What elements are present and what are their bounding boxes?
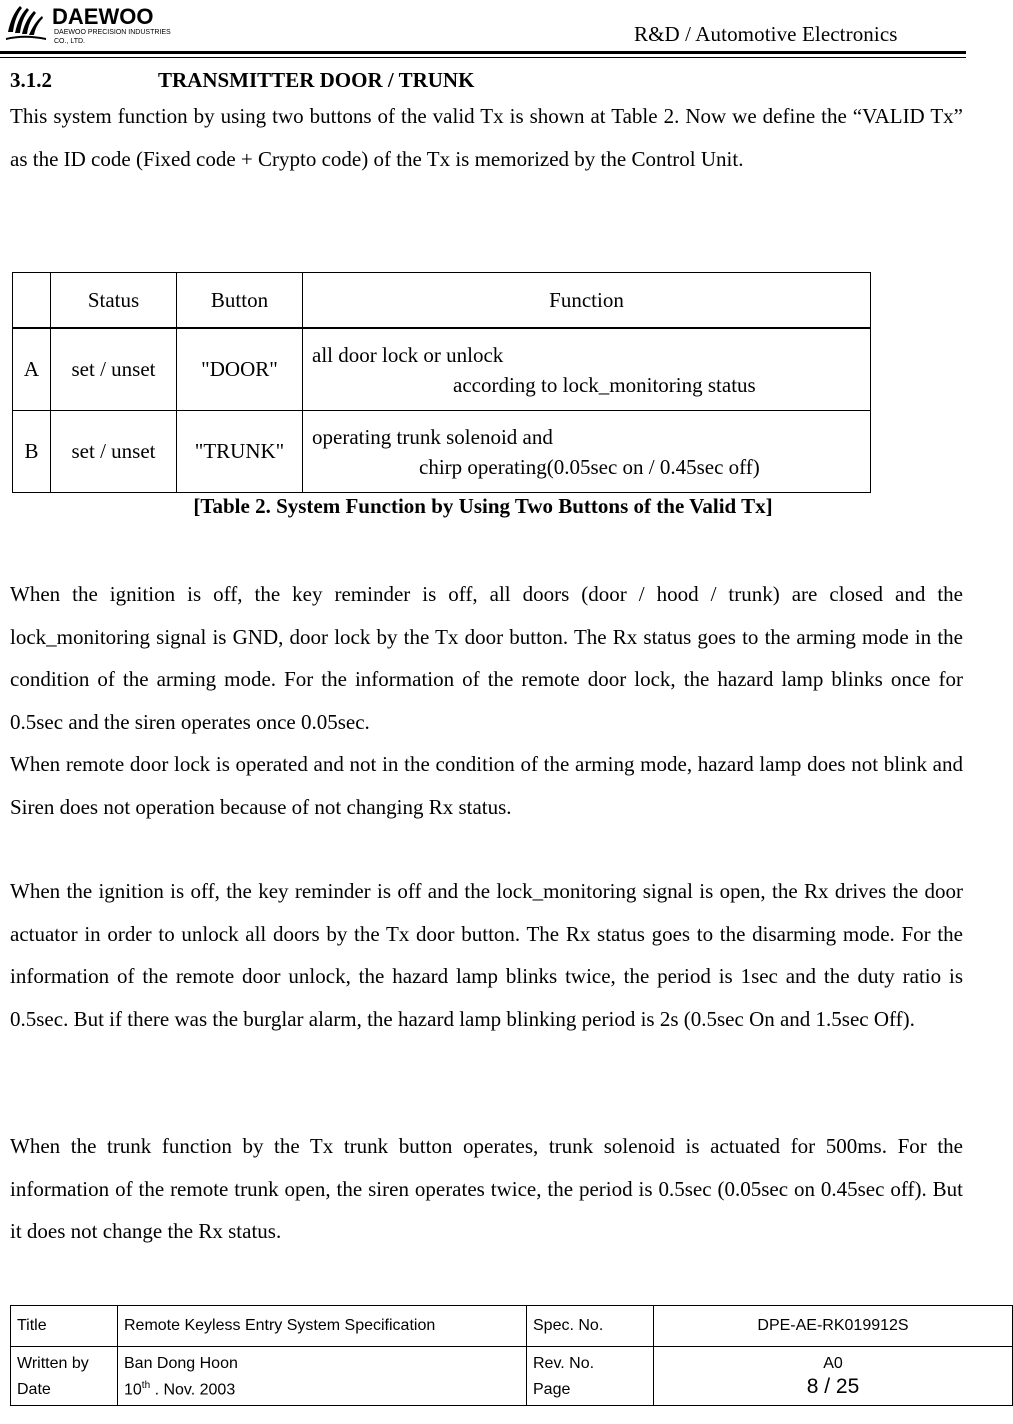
footer-written-label: Written by xyxy=(17,1355,89,1372)
footer-rev-page-value-cell xyxy=(654,1347,1013,1406)
table-header-row xyxy=(13,273,871,329)
footer-rev-value: A0 xyxy=(823,1355,843,1372)
footer-date-label: Date xyxy=(17,1381,51,1398)
function-line-2: according to lock_monitoring status xyxy=(453,372,756,397)
daewoo-logo xyxy=(4,2,184,48)
footer-values-cell xyxy=(118,1347,527,1406)
paragraph-lock-not-armed: When remote door lock is operated and not in the condition of the arming mode, hazard lamp does not blink and Siren does not operation because of not changing Rx status. xyxy=(10,752,963,819)
function-line-1: all door lock or unlock xyxy=(312,342,504,367)
row-button: "DOOR" xyxy=(177,328,303,411)
footer-date-value xyxy=(124,1380,526,1399)
footer-written-value: Ban Dong Hoon xyxy=(124,1355,238,1372)
date-day: 10 xyxy=(124,1381,142,1398)
logo-sub-text: DAEWOO PRECISION INDUSTRIES xyxy=(54,29,171,36)
row-id: A xyxy=(13,328,51,411)
header-rule-thick xyxy=(0,51,966,54)
date-suffix: th xyxy=(141,1379,151,1391)
row-id: B xyxy=(13,411,51,493)
logo-sub-text-2: CO., LTD. xyxy=(54,38,85,45)
footer-rev-page-label-cell xyxy=(527,1347,654,1406)
footer-spec-value: DPE-AE-RK019912S xyxy=(654,1306,1013,1347)
footer-row-meta xyxy=(11,1347,1013,1406)
row-status: set / unset xyxy=(51,411,177,493)
row-status: set / unset xyxy=(51,328,177,411)
footer-page-value: 8 / 25 xyxy=(806,1375,860,1398)
table-row xyxy=(13,328,871,411)
department-label: R&D / Automotive Electronics xyxy=(634,22,898,46)
intro-paragraph: This system function by using two buttons of the valid Tx is shown at Table 2. Now we define the “VALID Tx” as the ID code (Fixed code + Crypto code) of the Tx is memorized by the Control Unit. xyxy=(10,104,963,171)
paragraph-trunk: When the trunk function by the Tx trunk button operates, trunk solenoid is actuated for 500ms. For the information of the remote trunk open, the siren operates twice, the period is 0.5sec (0.05sec on 0.45sec off). But it does not change the Rx status. xyxy=(10,1134,963,1243)
footer-labels-cell xyxy=(11,1347,118,1406)
header-cell-function: Function xyxy=(303,273,871,329)
function-table xyxy=(12,272,871,493)
paragraph-lock: When the ignition is off, the key reminder is off, all doors (door / hood / trunk) are closed and the lock_monitoring signal is GND, door lock by the Tx door button. The Rx status goes to the arming mode in the condition of the arming mode. For the information of the remote door lock, the hazard lamp blinks once for 0.5sec and the siren operates once 0.05sec. xyxy=(10,582,963,734)
footer-rev-label: Rev. No. xyxy=(533,1355,595,1372)
row-button: "TRUNK" xyxy=(177,411,303,493)
table-caption: [Table 2. System Function by Using Two Buttons of the Valid Tx] xyxy=(193,494,773,518)
date-rest: . Nov. 2003 xyxy=(150,1381,236,1398)
paragraph-unlock: When the ignition is off, the key reminder is off and the lock_monitoring signal is open, the Rx drives the door actuator in order to unlock all doors by the Tx door button. The Rx status goes to the disarming mode. For the information of the remote door unlock, the hazard lamp blinks twice, the period is 1sec and the duty ratio is 0.5sec. But if there was the burglar alarm, the hazard lamp blinking period is 2s (0.5sec On and 1.5sec Off). xyxy=(10,879,963,1031)
header-cell-id xyxy=(13,273,51,329)
header-rule-thin xyxy=(0,57,966,58)
function-line-1: operating trunk solenoid and xyxy=(312,424,553,449)
row-function xyxy=(303,328,871,411)
table-row xyxy=(13,411,871,493)
header-cell-status: Status xyxy=(51,273,177,329)
footer-table xyxy=(10,1305,1013,1406)
footer-row-title xyxy=(11,1306,1013,1347)
footer-spec-label: Spec. No. xyxy=(527,1306,654,1347)
footer-title-label: Title xyxy=(11,1306,118,1347)
section-number: 3.1.2 xyxy=(10,68,52,92)
footer-page-label: Page xyxy=(533,1381,571,1398)
section-title: TRANSMITTER DOOR / TRUNK xyxy=(158,68,475,92)
header-cell-button: Button xyxy=(177,273,303,329)
row-function xyxy=(303,411,871,493)
footer-title-value: Remote Keyless Entry System Specification xyxy=(118,1306,527,1347)
function-line-2: chirp operating(0.05sec on / 0.45sec off) xyxy=(419,454,760,479)
logo-brand-text: DAEWOO xyxy=(52,4,154,29)
